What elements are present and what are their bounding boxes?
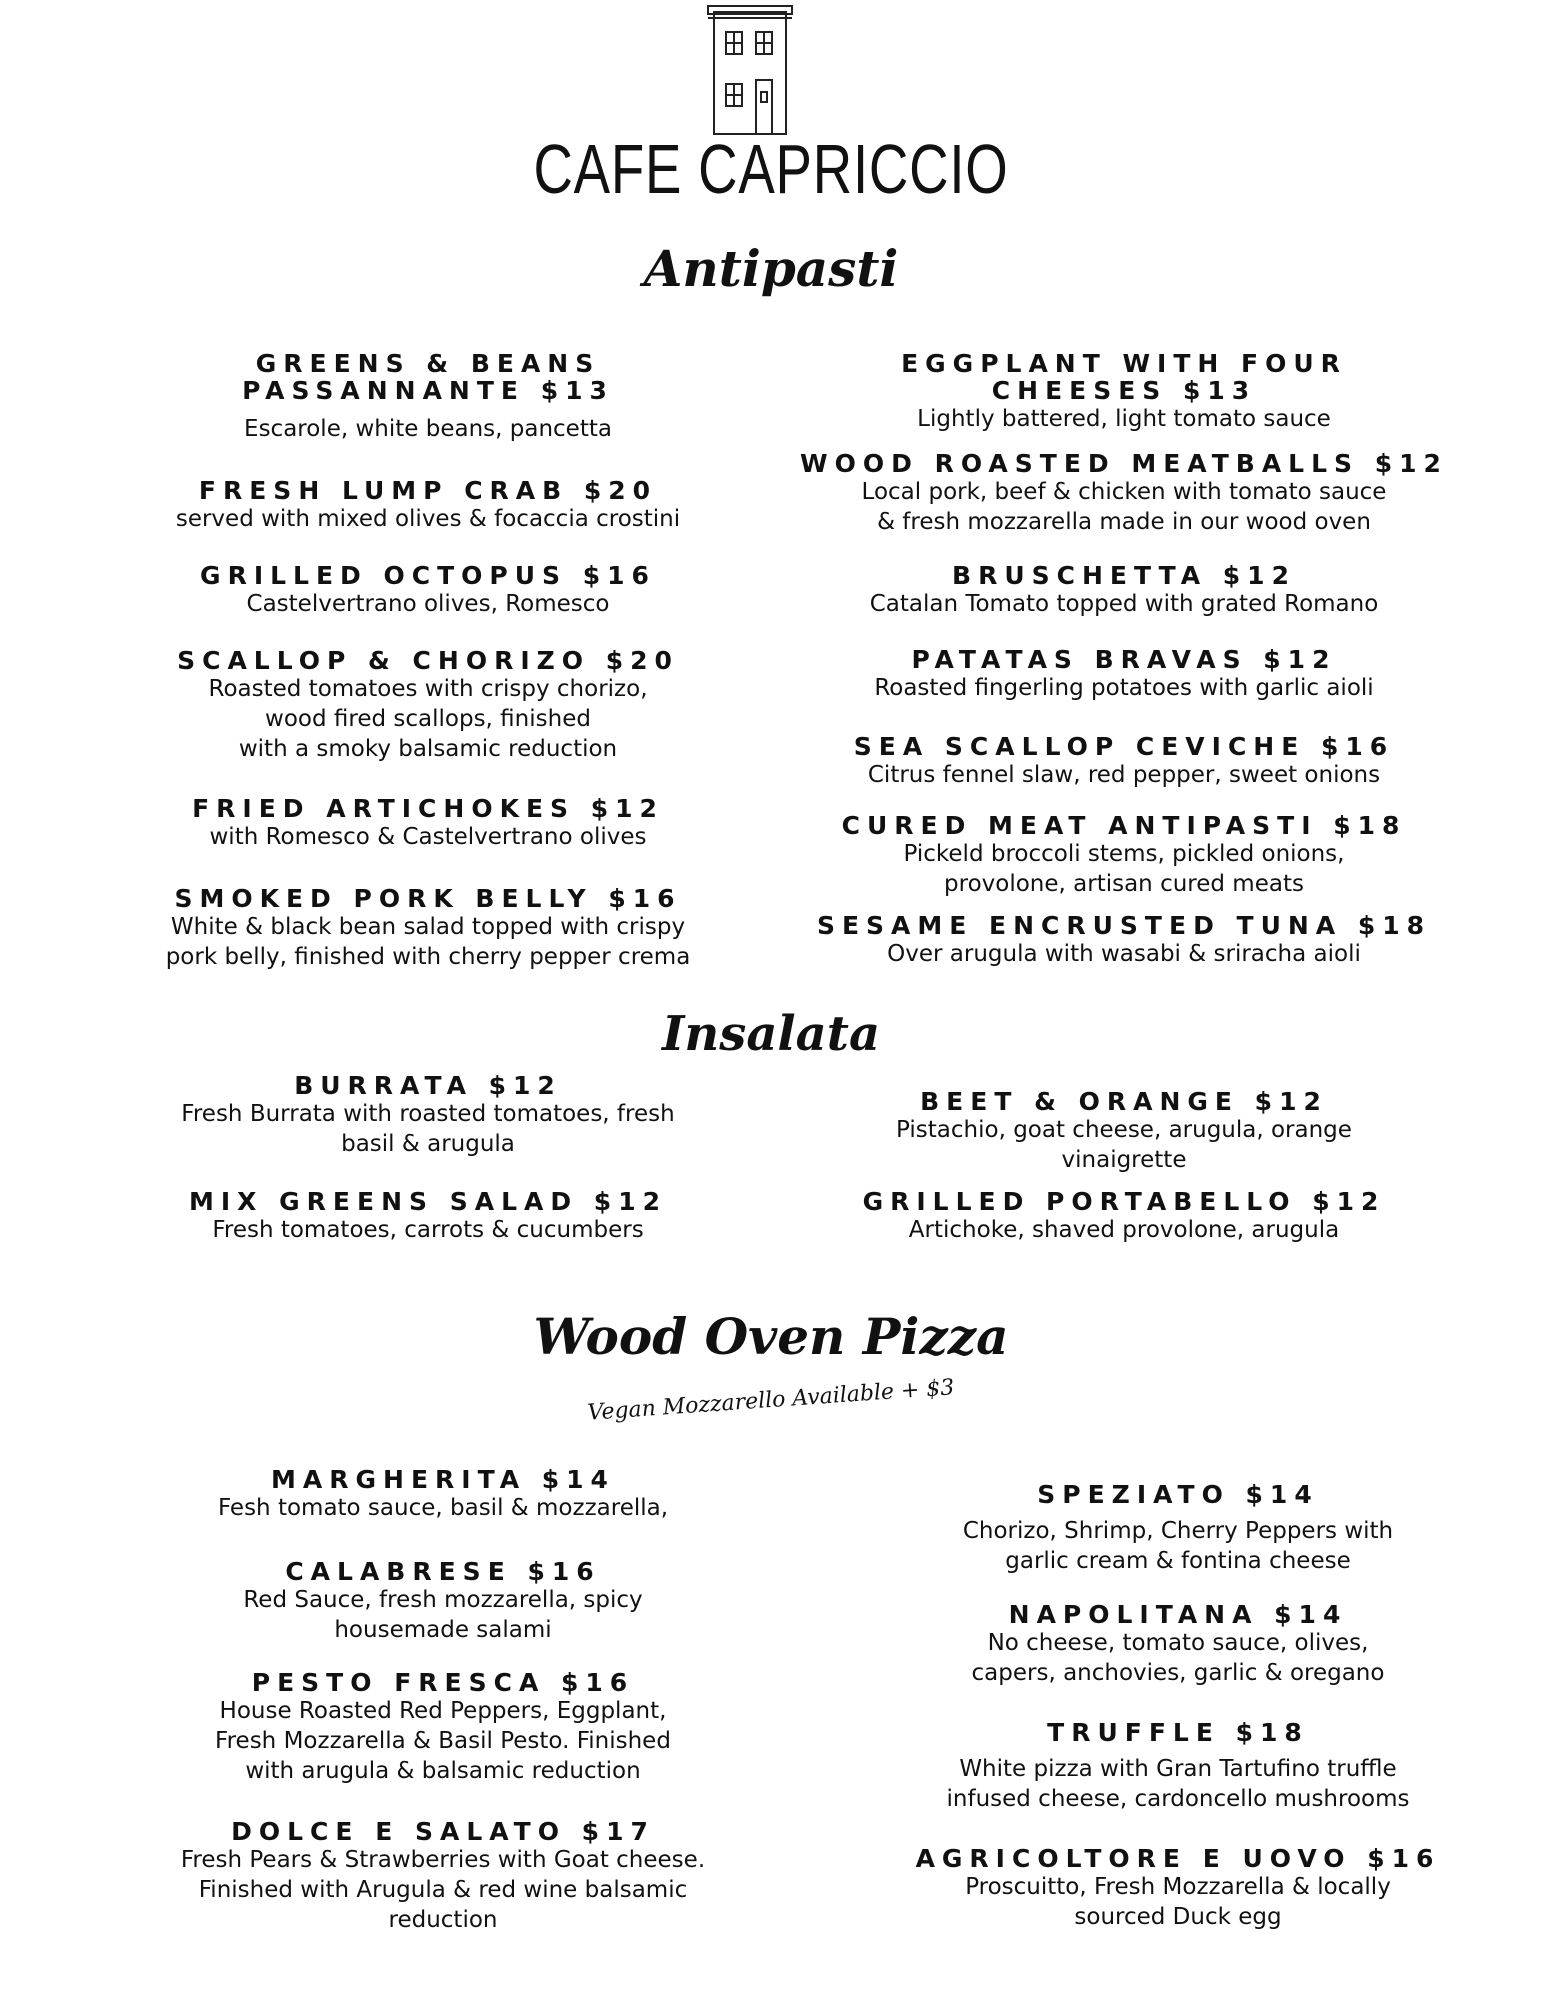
menu-item [784,912,1464,969]
item-description: Citrus fennel slaw, red pepper, sweet onions [867,762,1381,788]
menu-item [138,647,718,764]
brand-name: CAFE CAPRICCIO [533,130,1009,208]
building-icon [700,4,800,136]
item-description: White & black bean salad topped with crispy pork belly, finished with cherry pepper crema [165,914,691,970]
pizza-subtitle: Vegan Mozzarello Available + $3 [586,1375,956,1426]
menu-item [868,1601,1488,1688]
item-description: Chorizo, Shrimp, Cherry Peppers with garlic cream & fontina cheese [962,1518,1394,1574]
item-description: Fresh Pears & Strawberries with Goat cheese. Finished with Arugula & red wine balsamic reduction [180,1847,706,1933]
item-description: Escarole, white beans, pancetta [244,416,612,442]
item-description: Lightly battered, light tomato sauce [917,406,1331,432]
menu-item [138,562,718,619]
item-description: House Roasted Red Peppers, Eggplant, Fresh Mozzarella & Basil Pesto. Finished with arugula & balsamic reduction [215,1698,671,1784]
item-name: GRILLED PORTABELLO $12 [862,1187,1386,1216]
item-name: NAPOLITANA $14 [1008,1600,1348,1629]
item-name: SEA SCALLOP CEVICHE $16 [853,732,1395,761]
menu-item [138,1188,718,1245]
menu-item [138,1072,718,1159]
menu-item [784,450,1464,537]
item-name: GREENS & BEANS PASSANNANTE $13 [242,349,614,405]
item-description: Local pork, beef & chicken with tomato sauce & fresh mozzarella made in our wood oven [861,479,1387,535]
item-name: AGRICOLTORE E UOVO $16 [915,1844,1441,1873]
item-name: SESAME ENCRUSTED TUNA $18 [816,911,1432,940]
menu-item [784,812,1464,899]
item-name: PESTO FRESCA $16 [251,1668,635,1697]
item-name: PATATAS BRAVAS $12 [911,645,1337,674]
item-description: Fesh tomato sauce, basil & mozzarella, [217,1495,669,1521]
menu-item [138,1818,748,1935]
item-description: Red Sauce, fresh mozzarella, spicy housemade salami [243,1587,643,1643]
item-name: TRUFFLE $18 [1047,1718,1309,1747]
item-name: EGGPLANT WITH FOUR CHEESES $13 [901,349,1347,405]
menu-item [834,1188,1414,1245]
menu-item [138,350,718,444]
item-description: Artichoke, shaved provolone, arugula [908,1217,1340,1243]
menu-item [138,1558,748,1645]
item-name: DOLCE E SALATO $17 [231,1817,655,1846]
item-description: Over arugula with wasabi & sriracha aioli [887,941,1361,967]
item-description: with Romesco & Castelvertrano olives [209,824,647,850]
item-description: Catalan Tomato topped with grated Romano [869,591,1379,617]
insalata-title: Insalata [661,1006,881,1062]
item-name: GRILLED OCTOPUS $16 [200,561,656,590]
item-name: CALABRESE $16 [285,1557,601,1586]
item-description: Fresh tomatoes, carrots & cucumbers [212,1217,644,1243]
menu-item [834,1088,1414,1175]
menu-item [868,1845,1488,1932]
item-description: Roasted tomatoes with crispy chorizo, wood fired scallops, finished with a smoky balsamic reduction [208,676,648,762]
item-name: SPEZIATO $14 [1037,1480,1319,1509]
item-description: White pizza with Gran Tartufino truffle infused cheese, cardoncello mushrooms [946,1756,1410,1812]
item-description: Proscuitto, Fresh Mozzarella & locally sourced Duck egg [965,1874,1391,1930]
item-name: FRIED ARTICHOKES $12 [192,794,664,823]
menu-item [868,1719,1488,1814]
item-name: WOOD ROASTED MEATBALLS $12 [800,449,1448,478]
item-description: Fresh Burrata with roasted tomatoes, fresh basil & arugula [181,1101,675,1157]
item-description: Roasted fingerling potatoes with garlic aioli [874,675,1374,701]
item-name: MARGHERITA $14 [271,1465,615,1494]
menu-item [138,1466,748,1523]
item-name: FRESH LUMP CRAB $20 [198,476,658,505]
item-name: BURRATA $12 [294,1071,562,1100]
item-description: Castelvertrano olives, Romesco [246,591,610,617]
menu-item [784,562,1464,619]
pizza-title: Wood Oven Pizza [533,1307,1009,1366]
menu-item [784,646,1464,703]
item-name: SCALLOP & CHORIZO $20 [177,646,679,675]
item-name: CURED MEAT ANTIPASTI $18 [841,811,1407,840]
item-description: served with mixed olives & focaccia crostini [175,506,681,532]
item-name: SMOKED PORK BELLY $16 [174,884,682,913]
item-description: No cheese, tomato sauce, olives, capers, anchovies, garlic & oregano [971,1630,1385,1686]
item-name: BRUSCHETTA $12 [952,561,1296,590]
antipasti-title: Antipasti [643,239,899,298]
menu-item [138,477,718,534]
menu-item [784,350,1464,434]
menu-item [138,885,718,972]
menu-item [868,1481,1488,1576]
menu-item [784,733,1464,790]
item-description: Pistachio, goat cheese, arugula, orange vinaigrette [896,1117,1352,1173]
item-name: BEET & ORANGE $12 [920,1087,1328,1116]
menu-item [138,1669,748,1786]
item-description: Pickeld broccoli stems, pickled onions, provolone, artisan cured meats [903,841,1345,897]
menu-item [138,795,718,852]
item-name: MIX GREENS SALAD $12 [189,1187,667,1216]
